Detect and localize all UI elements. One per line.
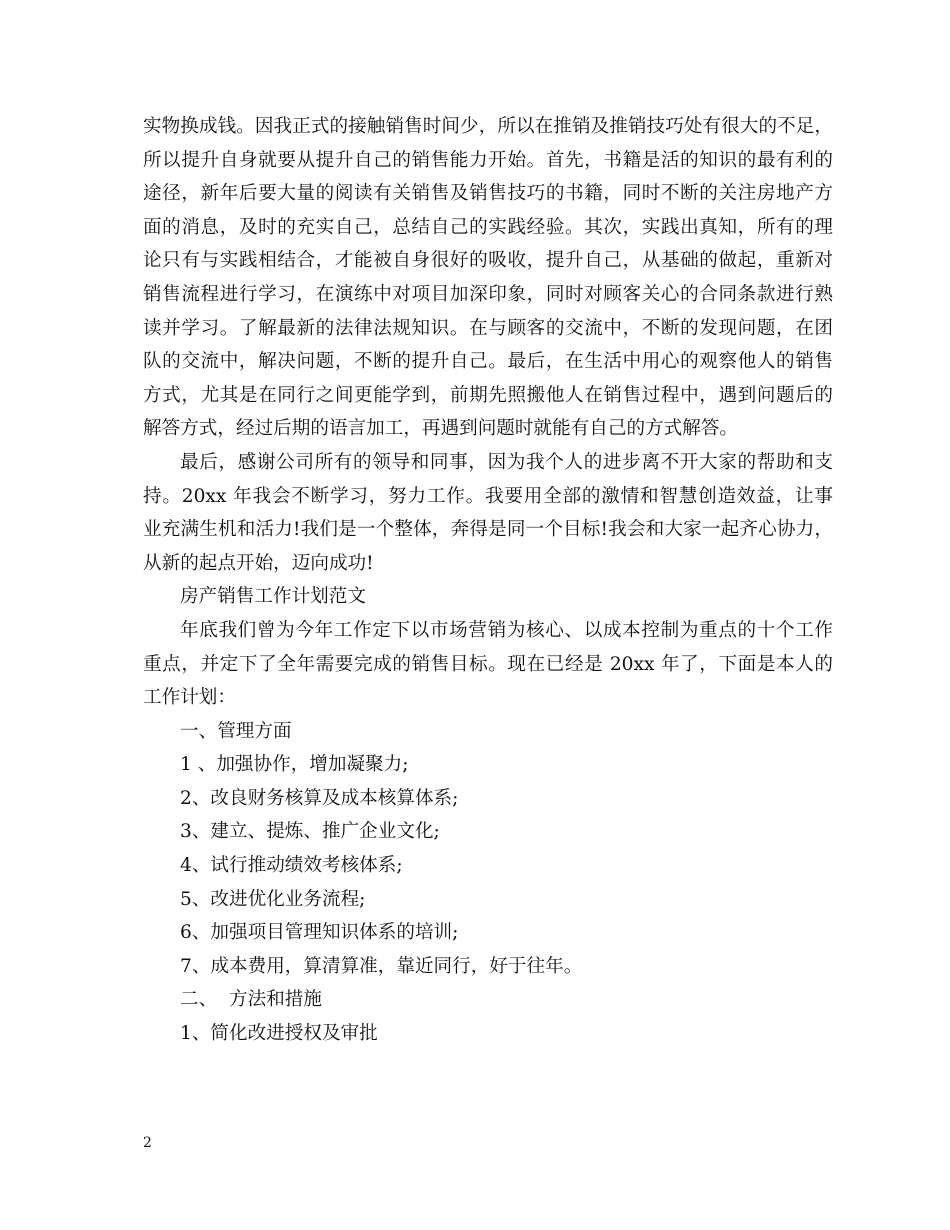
list-item: 6、加强项目管理知识体系的培训;: [180, 922, 459, 944]
paragraph-first-line: 年底我们曾为今年工作定下以市场营销为核心、以成本控制为重点的十个工作: [180, 619, 833, 641]
page-number: 2: [143, 1135, 152, 1151]
text-line: 工作计划：: [143, 687, 236, 709]
text-line: 论只有与实践相结合，才能被自身很好的吸收，提升自己，从基础的做起，重新对: [143, 250, 833, 272]
text-line: 重点，并定下了全年需要完成的销售目标。现在已经是 20xx 年了，下面是本人的: [143, 653, 833, 675]
list-item: 1 、加强协作，增加凝聚力;: [180, 754, 409, 776]
text-line: 销售流程进行学习，在演练中对项目加深印象，同时对顾客关心的合同条款进行熟: [143, 283, 833, 305]
text-line: 读并学习。了解最新的法律法规知识。在与顾客的交流中，不断的发现问题，在团: [143, 317, 833, 339]
list-item: 2、改良财务核算及成本核算体系;: [180, 787, 459, 809]
text-line: 队的交流中，解决问题，不断的提升自己。最后，在生活中用心的观察他人的销售: [143, 351, 833, 373]
list-item: 7、成本费用，算清算准，靠近同行，好于往年。: [180, 955, 583, 977]
list-item: 3、建立、提炼、推广企业文化;: [180, 821, 440, 843]
body-text: [143, 110, 833, 1051]
text-line: 面的消息，及时的充实自己，总结自己的实践经验。其次，实践出真知，所有的理: [143, 216, 833, 238]
text-line: 实物换成钱。因我正式的接触销售时间少，所以在推销及推销技巧处有很大的不足，: [143, 116, 833, 137]
text-line: 持。20xx 年我会不断学习，努力工作。我要用全部的激情和智慧创造效益，让事: [143, 485, 833, 507]
text-line: 业充满生机和活力!我们是一个整体，奔得是同一个目标!我会和大家一起齐心协力，: [143, 519, 833, 541]
text-line: 从新的起点开始，迈向成功!: [143, 552, 374, 574]
list-item: 1、简化改进授权及审批: [180, 1023, 378, 1045]
text-line: 所以提升自身就要从提升自己的销售能力开始。首先，书籍是活的知识的最有利的: [143, 149, 833, 171]
section-heading: 房产销售工作计划范文: [180, 586, 366, 608]
text-line: 途径，新年后要大量的阅读有关销售及销售技巧的书籍，同时不断的关注房地产方: [143, 183, 833, 205]
text-line: 方式，尤其是在同行之间更能学到，前期先照搬他人在销售过程中，遇到问题后的: [143, 384, 833, 406]
text-line: 解答方式，经过后期的语言加工，再遇到问题时就能有自己的方式解答。: [143, 418, 739, 440]
subsection-heading: 一、管理方面: [180, 720, 292, 742]
subsection-heading: 二、 方法和措施: [180, 989, 322, 1011]
list-item: 5、改进优化业务流程;: [180, 888, 366, 910]
paragraph-first-line: 最后，感谢公司所有的领导和同事，因为我个人的进步离不开大家的帮助和支: [180, 451, 833, 473]
list-item: 4、试行推动绩效考核体系;: [180, 855, 403, 877]
